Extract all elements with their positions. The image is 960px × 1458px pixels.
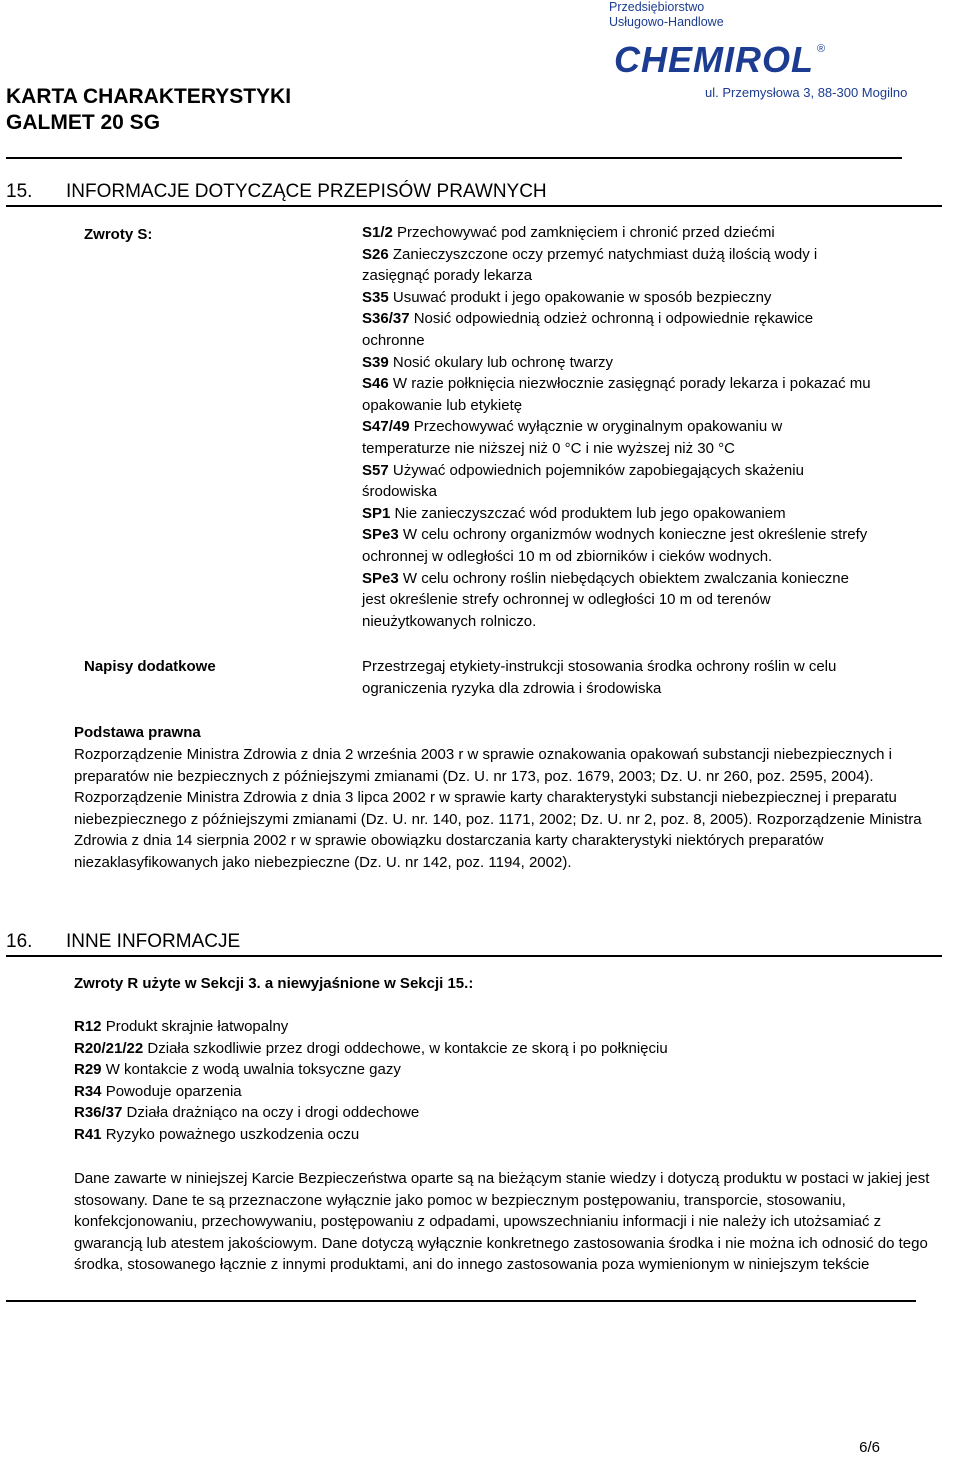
section-16-title: INNE INFORMACJE bbox=[66, 931, 241, 952]
list-item: S57 Używać odpowiednich pojemników zapobiegających skażeniu środowiska bbox=[362, 461, 804, 501]
extra-text: Przestrzegaj etykiety-instrukcji stosowania środka ochrony roślin w celu ograniczenia ryzyka dla zdrowia i środowiska bbox=[362, 658, 837, 697]
company-address: ul. Przemysłowa 3, 88-300 Mogilno bbox=[705, 85, 908, 100]
section-15-heading bbox=[6, 181, 547, 203]
list-item: SPe3 W celu ochrony organizmów wodnych konieczne jest określenie strefy ochronnej w odległości 10 m od zbiorników i cieków wodnych. bbox=[362, 526, 868, 565]
list-item: S36/37 Nosić odpowiednią odzież ochronną i odpowiednie rękawice ochronne bbox=[362, 310, 814, 349]
list-item: S35 Usuwać produkt i jego opakowanie w sposób bezpieczny bbox=[362, 288, 772, 306]
list-item: SP1 Nie zanieczyszczać wód produktem lub jego opakowaniem bbox=[362, 504, 786, 522]
section-15-title: INFORMACJE DOTYCZĄCE PRZEPISÓW PRAWNYCH bbox=[66, 181, 547, 202]
company-type bbox=[609, 0, 724, 30]
list-item: S1/2 Przechowywać pod zamknięciem i chronić przed dziećmi bbox=[362, 224, 775, 241]
chemirol-logo-wordmark bbox=[614, 40, 834, 80]
document-title bbox=[6, 84, 291, 136]
section-16-number: 16. bbox=[6, 931, 33, 952]
company-type-line2: Usługowo-Handlowe bbox=[609, 15, 724, 29]
logo-registered-mark: ® bbox=[817, 43, 826, 55]
r-phrases-label: Zwroty R użyte w Sekcji 3. a niewyjaśnione w Sekcji 15.: bbox=[74, 975, 474, 992]
legal-basis-text: Rozporządzenie Ministra Zdrowia z dnia 2 września 2003 r w sprawie oznakowania opakowań substancji niebezpiecznych i preparatów nie bezpiecznych z późniejszymi zmianami (Dz. U. nr 173, poz. 1679, 2003; Dz. U. nr 260, poz. 2595, 2004). Rozporządzenie Ministra Zdrowia z dnia 3 lipca 2002 r w sprawie karty charakterystyki substancji niebezpiecznej i preparatu niebezpiecznego z późniejszymi zmianami (Dz. U. nr. 140, poz. 1171, 2002; Dz. U. nr 2, poz. 8, 2005). Rozporządzenie Ministra Zdrowia z dnia 14 sierpnia 2002 r w sprawie obowiązku dostarczania karty charakterystyki niektórych preparatów niezaklasyfikowanych jako niebezpieczne (Dz. U. nr 142, poz. 1194, 2002). bbox=[74, 746, 922, 871]
list-item: S46 W razie połknięcia niezwłocznie zasięgnąć porady lekarza i pokazać mu opakowanie lub etykietę bbox=[362, 375, 871, 414]
section-15-divider bbox=[6, 205, 942, 207]
r-phrases-list bbox=[74, 1016, 894, 1146]
list-item: R34 Powoduje oparzenia bbox=[74, 1082, 242, 1100]
list-item: S47/49 Przechowywać wyłącznie w oryginalnym opakowaniu w temperaturze nie niższej niż 0 °C i nie wyższej niż 30 °C bbox=[362, 418, 783, 457]
list-item: R41 Ryzyko poważnego uszkodzenia oczu bbox=[74, 1125, 360, 1143]
document-title-line1: KARTA CHARAKTERYSTYKI bbox=[6, 85, 292, 108]
header-divider bbox=[6, 157, 902, 159]
page-number: 6/6 bbox=[859, 1439, 880, 1456]
disclaimer-text: Dane zawarte w niniejszej Karcie Bezpieczeństwa oparte są na bieżącym stanie wiedzy i dotyczą produktu w postaci w jakiej jest stosowany. Dane te są przeznaczone wyłącznie jako pomoc w bezpiecznym postępowaniu, transporcie, stosowaniu, konfekcjonowaniu, przechowywaniu, postępowaniu z odpadami, upowszechnianiu informacji i nie należy ich utożsamiać z gwarancją lub atestem jakościowym. Dane dotyczą wyłącznie konkretnego zastosowania środka i nie można ich odnosić do tego środka, stosowanego łącznie z innymi produktami, ani do innego zastosowania poza wymienionym w niniejszym tekście bbox=[74, 1170, 930, 1274]
company-type-line1: Przedsiębiorstwo bbox=[609, 0, 705, 14]
logo-word: CHEMIROL bbox=[614, 40, 814, 80]
list-item: S26 Zanieczyszczone oczy przemyć natychmiast dużą ilością wody i zasięgnąć porady lekarza bbox=[362, 245, 818, 285]
list-item: SPe3 W celu ochrony roślin niebędących obiektem zwalczania konieczne jest określenie strefy ochronnej w odległości 10 m od terenów nieużytkowanych rolniczo. bbox=[362, 569, 849, 630]
extra-label: Napisy dodatkowe bbox=[84, 658, 216, 675]
list-item: R36/37 Działa drażniąco na oczy i drogi oddechowe bbox=[74, 1104, 420, 1122]
list-item: R20/21/22 Działa szkodliwie przez drogi oddechowe, w kontakcie ze skorą i po połknięciu bbox=[74, 1039, 668, 1057]
section-16-heading bbox=[6, 931, 240, 953]
section-15-number: 15. bbox=[6, 181, 33, 202]
list-item: S39 Nosić okulary lub ochronę twarzy bbox=[362, 353, 613, 371]
list-item: R29 W kontakcie z wodą uwalnia toksyczne gazy bbox=[74, 1061, 401, 1079]
s-phrases-label: Zwroty S: bbox=[84, 226, 153, 243]
s-phrases-list bbox=[362, 222, 872, 632]
legal-basis-label: Podstawa prawna bbox=[74, 724, 201, 741]
list-item: R12 Produkt skrajnie łatwopalny bbox=[74, 1018, 289, 1035]
document-title-line2: GALMET 20 SG bbox=[6, 111, 161, 134]
chemirol-logo bbox=[614, 40, 834, 85]
footer-divider bbox=[6, 1300, 916, 1302]
section-16-divider bbox=[6, 955, 942, 957]
